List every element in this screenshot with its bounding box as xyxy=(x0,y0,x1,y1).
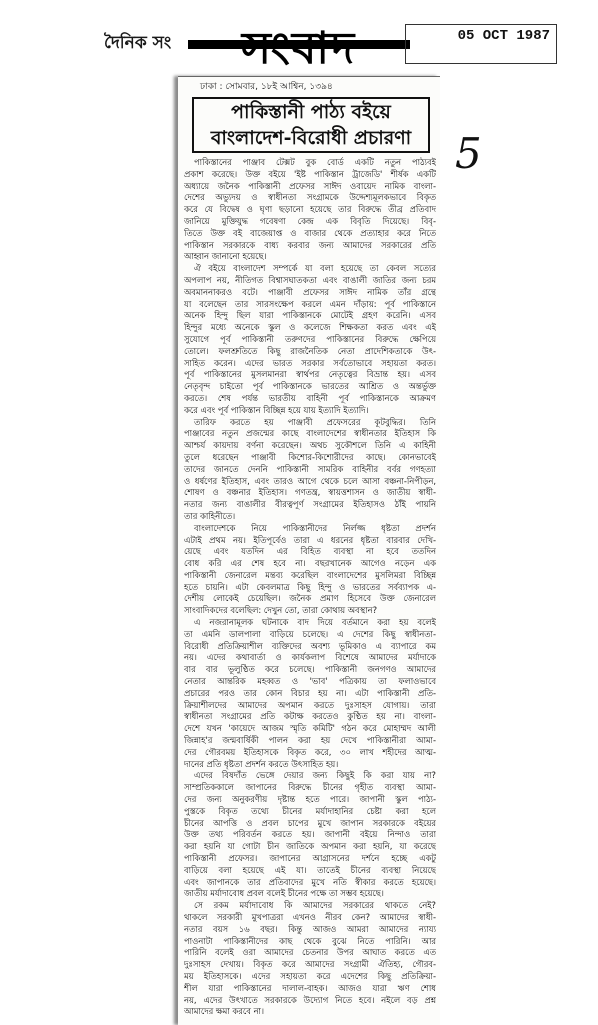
article-paragraph xyxy=(184,617,436,770)
article-paragraph xyxy=(184,770,436,900)
article-line: জিন্নাহ'র জন্মবার্ষিকী পালন করা হয় দেখে পাকিস্তানীরা আমা- xyxy=(184,735,436,746)
article-line: পূর্ব পাকিস্তানের মুসলমানরা স্বার্থপর নেতৃত্বের বিভ্রান্ত হয়। এসব xyxy=(184,369,436,380)
edition-label: দৈনিক সং xyxy=(104,33,172,53)
article-line: পাঞ্জাবের নতুন প্রজন্মের কাছে বাংলাদেশের স্বাধীনতার ইতিহাস কি xyxy=(184,428,436,439)
article-line: তারিফ করতে হয় পাঞ্জাবী প্রফেসরের কূটবুদ্ধির। তিনি xyxy=(194,416,436,427)
article-line: ময় ইতিহাসকে। এদের সহায়তা করে এদেশের কিছু প্রতিক্রিয়া- xyxy=(184,970,436,981)
article-line: চীনের আপত্তি ও প্রবল চাপের মুখে জাপান সরকারকে বইয়ের xyxy=(184,817,436,828)
article-line: শোষণ ও বঞ্চনার ইতিহাস। গণতন্ত্র, স্বায়ত্তশাসন ও জাতীয় স্বাধী- xyxy=(184,487,436,498)
newspaper-clipping xyxy=(178,76,440,1025)
article-line: এটাই প্রথম নয়। ইতিপূর্বেও তারা এ ধরনের ধৃষ্টতা বারবার দেখি- xyxy=(184,534,436,545)
headline-line-2: বাংলাদেশ-বিরোধী প্রচারণা xyxy=(210,127,412,149)
article-line: দেশীয় লোকেই চেয়েছিল। জনৈক প্রমাণ হিসেবে উক্ত জেনারেল xyxy=(184,593,436,604)
article-line: অধ্যায়ে জনৈক পাকিস্তানী প্রফেসর সাঈদ ওবায়েদ নামিক বাংলা- xyxy=(184,180,436,191)
article-line: থাকলে সরকারী মুখপাত্ররা এখনও নীরব কেন? আমাদের স্বাধী- xyxy=(184,912,436,922)
headline-line-1: পাকিস্তানী পাঠ্য বইয়ে xyxy=(231,101,391,123)
article-line: দানের প্রতি ধৃষ্টতা প্রদর্শন করতে উৎসাহিত হয়। xyxy=(184,758,339,769)
headline-box xyxy=(192,97,430,153)
article-line: সুযোগে পূর্ব পাকিস্তানী তরুণদের পাকিস্তানের বিরুদ্ধে ক্ষেপিয়ে xyxy=(184,333,436,344)
article-line: অবমাননাকরও বটে। পাঞ্জাবী প্রফেসর সাঈদ নামিক তাঁর গ্রন্থে xyxy=(184,286,436,297)
article-line: এ নজরানামূলক ঘটনাকে বাদ দিয়ে বর্তমানে করা হয় বলেই xyxy=(194,617,436,628)
article-line: যা বলেছেন তার সারসংক্ষেপ করলে এমন দাঁড়ায়: পূর্ব পাকিস্তানে xyxy=(184,298,436,309)
article-line: তা এমনি ডালপালা বাড়িয়ে চলেছে। এ দেশের কিছু স্বাধীনতা- xyxy=(184,628,436,639)
article-line: করে এবং পূর্ব পাকিস্তান বিচ্ছিন্ন হয়ে যায় ইত্যাদি ইত্যাদি। xyxy=(184,404,369,415)
article-line: ক্রিয়াশীলদের আমাদের অপমান করতে দুঃসাহস যোগায়। তারা xyxy=(184,699,436,710)
article-line: করা হয়নি যা গোটা চীন জাতিকে অপমান করা হয়নি, যা করেছে xyxy=(184,841,436,852)
article-paragraph xyxy=(184,263,436,416)
logo-text: সংবাদ xyxy=(241,23,357,74)
article-line: সে রকম মর্যাদাবোধ কি আমাদের সরকারের থাকতে নেই? xyxy=(194,900,436,911)
article-line: উক্ত তথ্য পরিবর্তন করতে হয়। জাপানী বইয়ে নিন্দাও তারা xyxy=(184,829,436,840)
stamp-date: 05 OCT 1987 xyxy=(457,28,550,44)
article-line: নতার বয়স ১৬ বছর। কিন্তু আজও আমরা আমাদের ন্যায্য xyxy=(184,923,436,934)
article-line: পাকিস্তানী প্রফেসর। জাপানের আগ্রাসনের দর্শনে হচ্ছে একটু xyxy=(184,853,436,864)
article-line: সাহিত করেন। এদের ভারত সরকার সর্বতোভাবে সহায়তা করত। xyxy=(184,357,436,368)
article-line: হতে চায়নি। এটা কেবলমাত্র কিছু হিন্দু ও ভারতের সর্বব্যাপক এ- xyxy=(184,581,436,592)
article-line: করে যে বিদ্বেষ ও ঘৃণা ছড়ানো হয়েছে তার বিরুদ্ধে তীব্র প্রতিবাদ xyxy=(184,204,436,215)
article-line: পাকিস্তানী জেনারেল মন্তব্য করেছিল বাংলাদেশের মুসলিমরা বিচ্ছিন্ন xyxy=(184,569,436,580)
article-line: য়েছে এবং যতদিন এর বিহিত ব্যবস্থা না হবে ততদিন xyxy=(184,546,436,557)
article-body xyxy=(184,157,436,1018)
article-line: দের জন্য অনুকরণীয় দৃষ্টান্ত হতে পারে। জাপানী স্কুল পাঠ্য- xyxy=(184,794,436,805)
dateline: ঢাকা : সোমবার, ১৮ই আশ্বিন, ১৩৯৪ xyxy=(200,82,333,92)
article-line: প্রকাশ করেছে। উক্ত বইয়ে 'ইষ্ট পাকিস্তান ট্রাজেডি' শীর্ষক একটি xyxy=(184,168,436,179)
article-line: তার কাহিনীতে। xyxy=(184,510,236,521)
article-line: বোধ করি এর শেষ হবে না। বছরখানেক আগেও নড়েন এক xyxy=(184,558,436,569)
article-paragraph xyxy=(184,157,436,263)
article-line: জানিয়ে মুক্তিযুদ্ধ গবেষণা কেন্দ্র এক বিবৃতি দিয়েছে। বিবৃ- xyxy=(184,215,436,226)
article-line: নয়, এদের উৎখাতে সরকারকে উদ্যোগ নিতে হবে। নইলে বড় প্রশ্ন xyxy=(184,994,436,1005)
article-paragraph xyxy=(184,900,436,1018)
article-line: দেশে যখন 'কায়েদে আজম স্মৃতি কমিটি' গঠন করে মোহাম্মদ আলী xyxy=(184,723,436,734)
article-line: বার বার ভূলুণ্ঠিত করে চলেছে। পাকিস্তানী জনগণও আমাদের xyxy=(184,664,436,675)
article-line: পারিনি বলেই ওরা আমাদের চেতনার উপর আঘাত করতে এত xyxy=(184,947,436,958)
article-paragraph xyxy=(184,523,436,617)
article-line: জাতীয় মর্যাদাবোধ প্রবল বলেই চীনের পক্ষে তা সম্ভব হয়েছে। xyxy=(184,888,384,899)
article-line: তিতে উক্ত বই বাজেয়াপ্ত ও বাজার থেকে প্রত্যাহার করে নিতে xyxy=(184,227,436,238)
article-line: এদের বিষদাঁত ভেঙ্গে দেয়ার জন্য কিছুই কি করা যায় না? xyxy=(194,770,436,781)
article-line: বিরোধী প্রতিক্রিয়াশীল ব্যক্তিদের অবশ্য ভূমিকাও এ ব্যাপারে কম xyxy=(184,640,436,651)
handwritten-number: 5 xyxy=(455,129,482,178)
article-line: তাদের জানতে দেননি পাকিস্তানী সামরিক বাহিনীর বর্বর গণহত্যা xyxy=(184,463,436,474)
article-line: সাম্প্রতিককালে জাপানের বিরুদ্ধে চীনের গৃহীত ব্যবস্থা আমা- xyxy=(184,782,436,793)
article-line: নয়। এদের কথাবার্তা ও কার্যকলাপ বিশেষে আমাদের মর্যাদাকে xyxy=(184,652,436,663)
date-stamp xyxy=(405,24,557,64)
article-line: শীল যারা পাকিস্তানের দালাল-বাহক। আজও যারা ঋণ শোধ xyxy=(184,982,436,993)
article-line: দুঃসাহস দেখায়। বিকৃত করে আমাদের সংগ্রামী ঐতিহ্য, গৌরব- xyxy=(184,959,436,970)
article-line: দেশের অভ্যুদয় ও স্বাধীনতা সংগ্রামকে উদ্দেশ্যমূলকভাবে বিকৃত xyxy=(184,192,436,203)
article-line: আশ্চর্য কায়দায় বর্ণনা করেছেন। অথচ সুকৌশলে তিনি এ কাহিনী xyxy=(184,440,436,451)
newspaper-logo xyxy=(188,20,410,78)
article-line: আহ্বান জানানো হয়েছে। xyxy=(184,251,267,262)
article-line: তুলে ধরেছেন পাঞ্জাবী কিশোর-কিশোরীদের কাছে। কোনভাবেই xyxy=(184,451,436,462)
article-line: ও ধর্ষণের ইতিহাস, এবং তারও আগে থেকে চলে আসা বঞ্চনা-নিপীড়ন, xyxy=(184,475,436,486)
article-line: করতে। শেষ পর্যন্ত ভারতীয় বাহিনী পূর্ব পাকিস্তানকে আক্রমণ xyxy=(184,392,436,403)
article-line: পাকিস্তানের পাঞ্জাব টেক্সট বুক বোর্ড একটি নতুন পাঠ্যবই xyxy=(194,157,436,167)
article-line: অনেক হিন্দু ছিল যারা পাকিস্তানকে মোটেই গ্রহণ করেনি। এসব xyxy=(184,310,436,321)
article-line: পাকিস্তান সরকারকে বাধ্য করবার জন্য আমাদের সরকারের প্রতি xyxy=(184,239,436,250)
article-line: পাওনাটা পাকিস্তানীদের কাছ থেকে বুঝে নিতে পারিনি। আর xyxy=(184,935,436,946)
article-line: দের গৌরবময় ইতিহাসকে বিকৃত করে, ৩০ লাখ শহীদের আত্ম- xyxy=(184,746,436,757)
article-paragraph xyxy=(184,417,436,523)
article-line: অপলাপ নয়, নীতিগত বিশ্বাসঘাতকতা এবং বাঙালী জাতির জন্য চরম xyxy=(184,274,436,285)
article-line: তোলে। ফলশ্রুতিতে কিছু রাজনৈতিক নেতা প্রাদেশিকতাকে উৎ- xyxy=(184,345,436,356)
article-line: আমাদের ক্ষমা করবে না। xyxy=(184,1006,264,1017)
article-line: নেতার আন্তরিক মহব্বত ও 'ভাব' পত্রিকায় তা ফলাওভাবে xyxy=(184,676,436,687)
article-line: পুস্তকে বিকৃত তথ্যে চীনের মর্যাদাহানির চেষ্টা করা হলে xyxy=(184,805,436,816)
article-line: হিন্দুর মধ্যে অনেকে স্কুল ও কলেজে শিক্ষকতা করত এবং এই xyxy=(184,322,436,333)
article-line: বাংলাদেশকে নিয়ে পাকিস্তানীদের নির্লজ্জ ধৃষ্টতা প্রদর্শন xyxy=(194,522,436,533)
article-line: প্রচারের পরও তার কোন বিচার হয় না। এটা পাকিস্তানী প্রতি- xyxy=(184,687,436,698)
article-line: বাড়িয়ে বলা হয়েছে এই যা। তাতেই চীনের ব্যবস্থা নিয়েছে xyxy=(184,864,436,875)
article-line: ঐ বইয়ে বাংলাদেশ সম্পর্কে যা বলা হয়েছে তা কেবল সত্যের xyxy=(194,263,436,274)
article-line: সাংবাদিকদের বলেছিল: দেখুন তো, তারা কোথায় অবস্থান? xyxy=(184,605,378,616)
article-line: এবং জাপানকে তার প্রতিবাদের মুখে নতি স্বীকার করতে হয়েছে। xyxy=(184,876,436,887)
article-line: নতার জন্য বাঙালীর বীরত্বপূর্ণ সংগ্রামের ইতিহাসও ঠাঁই পায়নি xyxy=(184,499,436,510)
article-line: নেতৃবৃন্দ চাইতো পূর্ব পাকিস্তানকে ভারতের আশ্রিত ও অন্তর্ভুক্ত xyxy=(184,381,436,392)
article-line: স্বাধীনতা সংগ্রামের প্রতি কটাক্ষ করতেও কুণ্ঠিত হয় না। বাংলা- xyxy=(184,711,436,722)
